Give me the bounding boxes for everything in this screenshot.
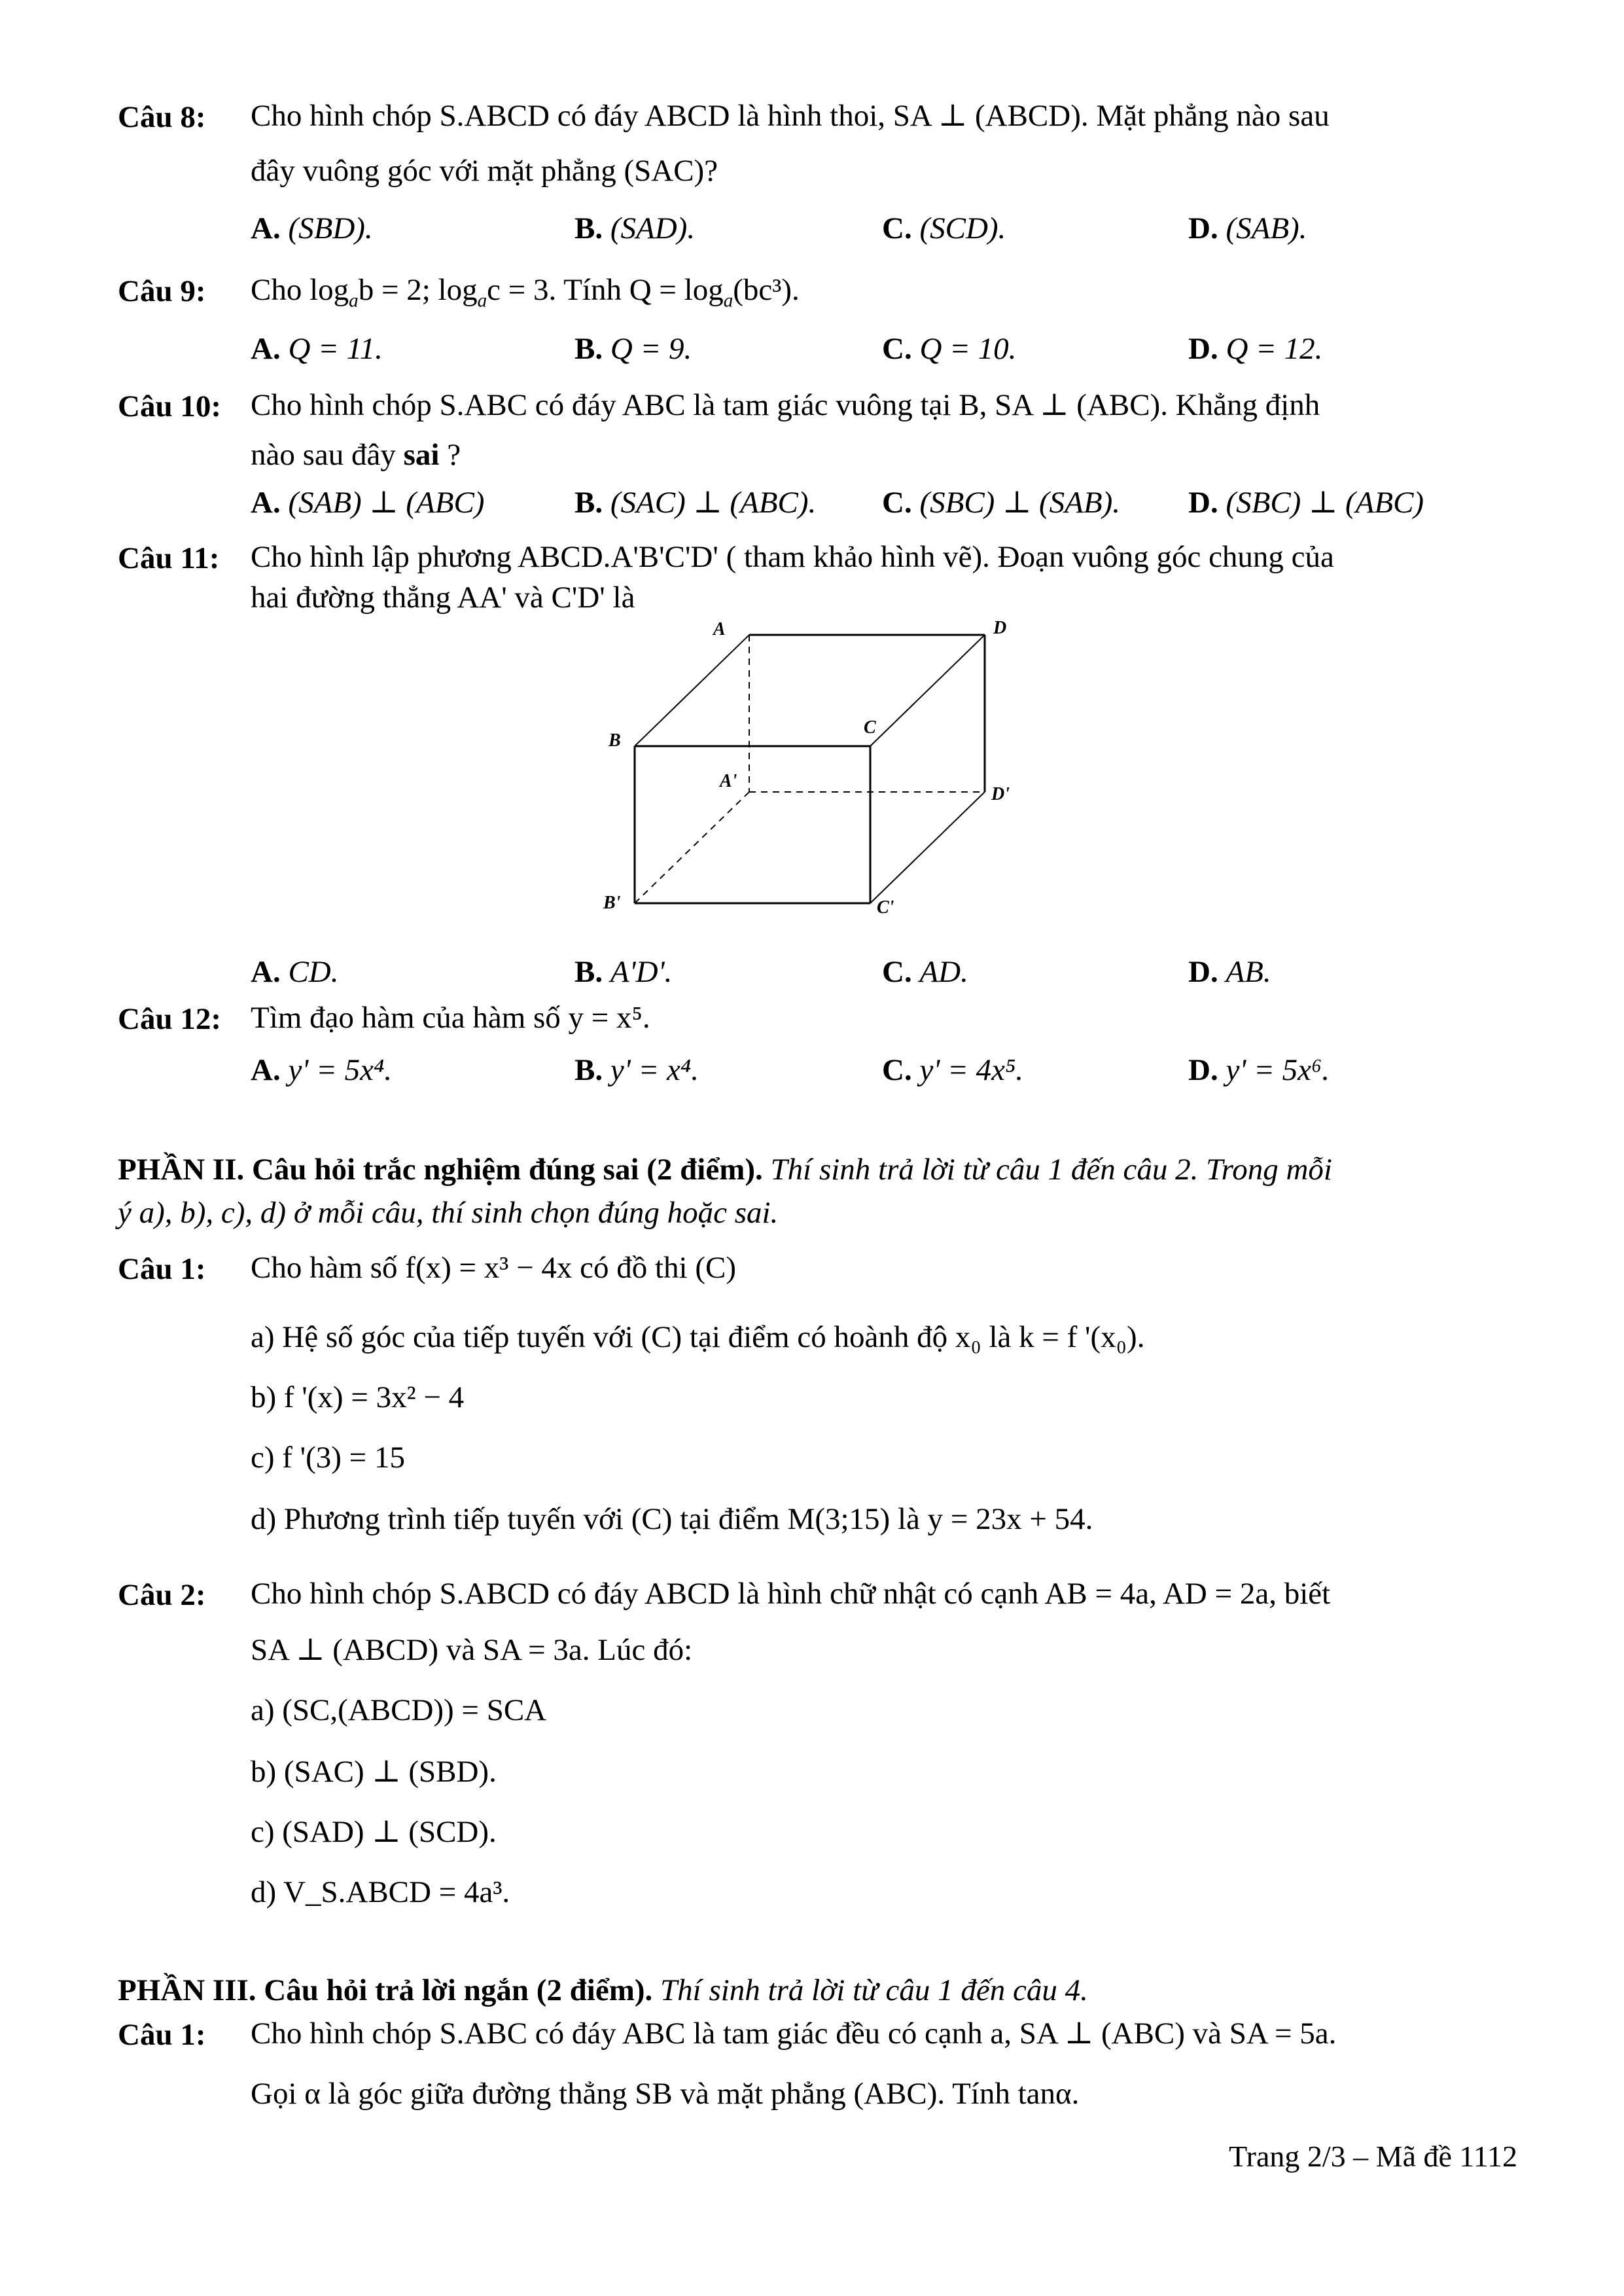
p2q1-line1: Cho hàm số f(x) = x³ − 4x có đồ thi (C): [251, 1251, 736, 1285]
q10-option-a: A. (SAB) ⊥ (ABC): [251, 486, 485, 520]
page-footer: Trang 2/3 – Mã đề 1112: [1229, 2140, 1517, 2173]
q10-option-c: C. (SBC) ⊥ (SAB).: [882, 486, 1120, 520]
p2q1-item-d: d) Phương trình tiếp tuyến với (C) tại điểm M(3;15) là y = 23x + 54.: [251, 1502, 1093, 1536]
q10-line2: nào sau đây sai ?: [251, 438, 461, 472]
p2q1-item-a: a) Hệ số góc của tiếp tuyến với (C) tại điểm có hoành độ x₀ là k = f '(x₀).: [251, 1320, 1145, 1354]
cube-label-d1: D': [991, 784, 1010, 804]
cube-label-c: C: [864, 717, 876, 738]
q8-option-c: C. (SCD).: [882, 211, 1006, 245]
q8-line1: Cho hình chóp S.ABCD có đáy ABCD là hình thoi, SA ⊥ (ABCD). Mặt phẳng nào sau: [251, 99, 1330, 133]
p2q2-line2: SA ⊥ (ABCD) và SA = 3a. Lúc đó:: [251, 1633, 693, 1667]
q11-line2: hai đường thẳng AA' và C'D' là: [251, 581, 635, 615]
q8-label: Câu 8:: [118, 100, 206, 134]
cube-figure: [589, 615, 1047, 929]
cube-label-a1: A': [720, 771, 737, 791]
q12-option-d: D. y' = 5x⁶.: [1188, 1053, 1330, 1087]
cube-label-b1: B': [603, 893, 621, 913]
p2q2-item-d: d) V_S.ABCD = 4a³.: [251, 1875, 510, 1909]
cube-label-a: A: [713, 619, 726, 639]
p2q2-item-c: c) (SAD) ⊥ (SCD).: [251, 1815, 497, 1849]
q9-line1: Cho $\log_ab = 2$; $\log_ac = 3$. Tính $Q = \log_a(bc^3)$.: [251, 273, 800, 312]
q11-option-b: B. A'D'.: [574, 955, 673, 989]
q12-option-b: B. y' = x⁴.: [574, 1053, 699, 1087]
part2-instructions: ý a), b), c), d) ở mỗi câu, thí sinh chọn đúng hoặc sai.: [118, 1196, 779, 1230]
p3q1-line2: Gọi α là góc giữa đường thẳng SB và mặt phẳng (ABC). Tính tanα.: [251, 2077, 1080, 2111]
q9-option-a: A. Q = 11.: [251, 332, 383, 366]
p2q1-item-b: b) f '(x) = 3x² − 4: [251, 1380, 465, 1414]
q8-option-b: B. (SAD).: [574, 211, 696, 245]
p2q2-item-a: a) (SC,(ABCD)) = SCA: [251, 1693, 547, 1727]
p3q1-label: Câu 1:: [118, 2018, 206, 2052]
q10-option-d: D. (SBC) ⊥ (ABC): [1188, 486, 1424, 520]
part2-heading: PHẦN II. Câu hỏi trắc nghiệm đúng sai (2 điểm). Thí sinh trả lời từ câu 1 đến câu 2. Trong mỗi: [118, 1153, 1332, 1187]
q11-option-d: D. AB.: [1188, 955, 1271, 989]
q9-option-d: D. Q = 12.: [1188, 332, 1323, 366]
q8-option-d: D. (SAB).: [1188, 211, 1307, 245]
q12-line1: Tìm đạo hàm của hàm số y = x⁵.: [251, 1001, 650, 1035]
p2q1-label: Câu 1:: [118, 1252, 206, 1286]
q9-option-c: C. Q = 10.: [882, 332, 1017, 366]
q11-line1: Cho hình lập phương ABCD.A'B'C'D' ( tham khảo hình vẽ). Đoạn vuông góc chung của: [251, 540, 1334, 574]
q10-option-b: B. (SAC) ⊥ (ABC).: [574, 486, 817, 520]
q11-label: Câu 11:: [118, 541, 220, 575]
q11-option-c: C. AD.: [882, 955, 968, 989]
q10-label: Câu 10:: [118, 389, 221, 423]
cube-label-c1: C': [877, 897, 894, 918]
p2q2-line1: Cho hình chóp S.ABCD có đáy ABCD là hình chữ nhật có cạnh AB = 4a, AD = 2a, biết: [251, 1577, 1331, 1611]
p2q2-label: Câu 2:: [118, 1578, 206, 1612]
q9-option-b: B. Q = 9.: [574, 332, 692, 366]
q8-line2: đây vuông góc với mặt phẳng (SAC)?: [251, 154, 718, 188]
q9-label: Câu 9:: [118, 274, 206, 308]
p2q2-item-b: b) (SAC) ⊥ (SBD).: [251, 1755, 497, 1789]
q11-option-a: A. CD.: [251, 955, 339, 989]
q12-option-c: C. y' = 4x⁵.: [882, 1053, 1024, 1087]
cube-label-d: D: [993, 618, 1007, 638]
q12-label: Câu 12:: [118, 1002, 221, 1036]
q12-option-a: A. y' = 5x⁴.: [251, 1053, 393, 1087]
cube-label-b: B: [609, 730, 621, 751]
q10-line1: Cho hình chóp S.ABC có đáy ABC là tam giác vuông tại B, SA ⊥ (ABC). Khẳng định: [251, 388, 1320, 422]
q8-option-a: A. (SBD).: [251, 211, 373, 245]
p2q1-item-c: c) f '(3) = 15: [251, 1441, 405, 1475]
part3-heading: PHẦN III. Câu hỏi trả lời ngắn (2 điểm). Thí sinh trả lời từ câu 1 đến câu 4.: [118, 1973, 1088, 2007]
p3q1-line1: Cho hình chóp S.ABC có đáy ABC là tam giác đều có cạnh a, SA ⊥ (ABC) và SA = 5a.: [251, 2017, 1337, 2051]
